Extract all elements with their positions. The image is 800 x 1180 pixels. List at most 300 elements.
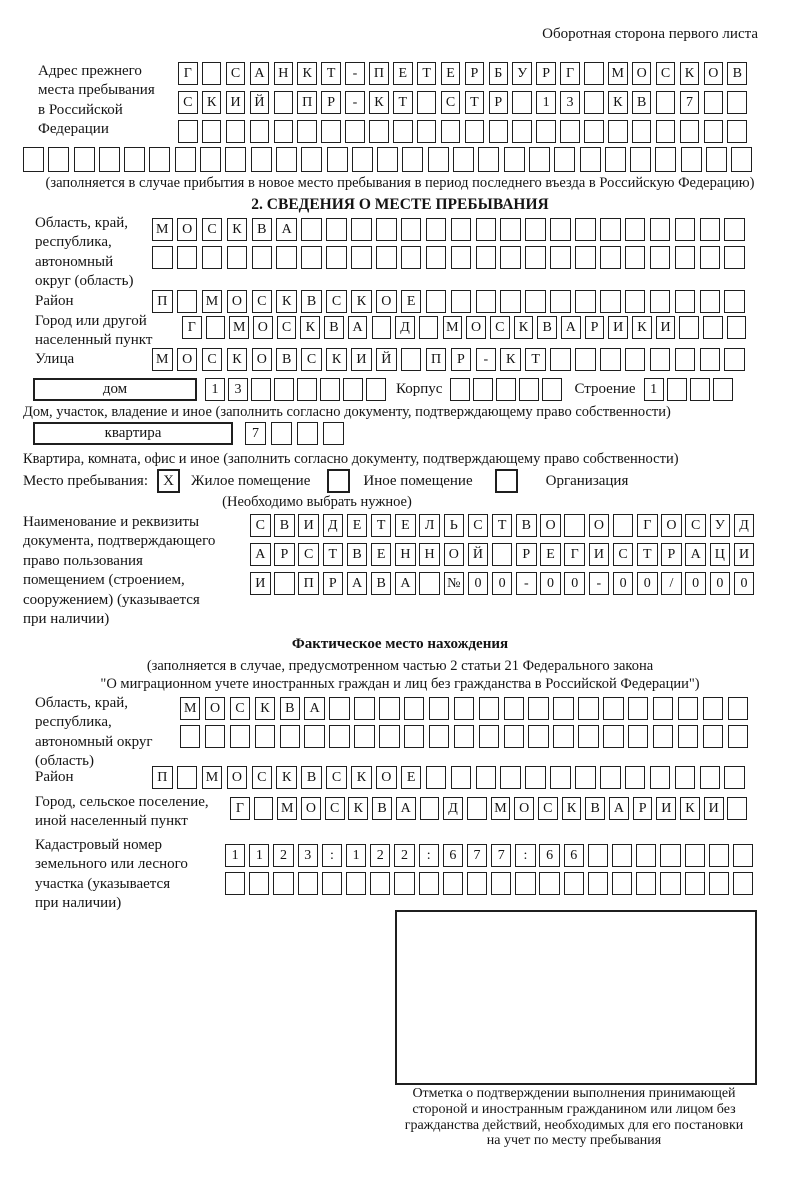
char-box[interactable] bbox=[706, 147, 727, 172]
char-box[interactable]: Ь bbox=[444, 514, 465, 537]
char-box[interactable]: 3 bbox=[228, 378, 248, 401]
char-box[interactable]: 7 bbox=[245, 422, 266, 445]
char-box[interactable]: Р bbox=[585, 316, 605, 339]
char-box[interactable] bbox=[700, 766, 721, 789]
char-box[interactable]: В bbox=[537, 316, 557, 339]
char-box[interactable] bbox=[504, 697, 524, 720]
char-box[interactable]: 0 bbox=[564, 572, 585, 595]
char-box[interactable]: Е bbox=[393, 62, 413, 85]
char-box[interactable]: С bbox=[202, 348, 223, 371]
char-box[interactable]: Е bbox=[395, 514, 416, 537]
char-box[interactable] bbox=[724, 290, 745, 313]
char-box[interactable]: У bbox=[710, 514, 731, 537]
char-box[interactable] bbox=[703, 725, 723, 748]
char-box[interactable] bbox=[680, 120, 700, 143]
char-box[interactable] bbox=[428, 147, 449, 172]
char-box[interactable] bbox=[685, 872, 705, 895]
char-box[interactable]: О bbox=[177, 218, 198, 241]
char-box[interactable] bbox=[419, 872, 439, 895]
char-box[interactable]: А bbox=[347, 572, 368, 595]
char-box[interactable] bbox=[394, 872, 414, 895]
char-box[interactable]: Е bbox=[347, 514, 368, 537]
char-box[interactable]: Т bbox=[393, 91, 413, 114]
char-box[interactable]: 1 bbox=[225, 844, 245, 867]
char-box[interactable] bbox=[500, 218, 521, 241]
char-box[interactable]: 3 bbox=[298, 844, 318, 867]
char-box[interactable] bbox=[178, 120, 198, 143]
char-box[interactable] bbox=[274, 120, 294, 143]
char-box[interactable]: А bbox=[685, 543, 706, 566]
char-box[interactable] bbox=[323, 422, 344, 445]
char-box[interactable]: К bbox=[348, 797, 368, 820]
char-box[interactable]: И bbox=[656, 316, 676, 339]
char-box[interactable] bbox=[656, 91, 676, 114]
char-box[interactable] bbox=[443, 872, 463, 895]
char-box[interactable]: Р bbox=[536, 62, 556, 85]
char-box[interactable] bbox=[625, 348, 646, 371]
char-box[interactable]: О bbox=[253, 316, 273, 339]
char-box[interactable]: В bbox=[280, 697, 300, 720]
char-box[interactable] bbox=[603, 725, 623, 748]
char-box[interactable]: О bbox=[376, 290, 397, 313]
char-box[interactable] bbox=[48, 147, 69, 172]
char-box[interactable]: С bbox=[301, 348, 322, 371]
char-box[interactable] bbox=[588, 844, 608, 867]
char-box[interactable] bbox=[476, 246, 497, 269]
char-box[interactable]: О bbox=[589, 514, 610, 537]
char-box[interactable] bbox=[656, 120, 676, 143]
char-box[interactable] bbox=[625, 766, 646, 789]
char-box[interactable]: В bbox=[301, 766, 322, 789]
char-box[interactable] bbox=[578, 697, 598, 720]
char-box[interactable] bbox=[206, 316, 226, 339]
char-box[interactable]: С bbox=[252, 766, 273, 789]
char-box[interactable]: Г bbox=[560, 62, 580, 85]
char-box[interactable]: 1 bbox=[644, 378, 664, 401]
char-box[interactable] bbox=[274, 91, 294, 114]
char-box[interactable]: 3 bbox=[560, 91, 580, 114]
char-box[interactable]: В bbox=[276, 348, 297, 371]
char-box[interactable] bbox=[603, 697, 623, 720]
char-box[interactable]: Р bbox=[489, 91, 509, 114]
char-box[interactable]: - bbox=[516, 572, 537, 595]
checkbox-other-premises[interactable] bbox=[327, 469, 350, 493]
char-box[interactable] bbox=[454, 697, 474, 720]
char-box[interactable] bbox=[600, 218, 621, 241]
char-box[interactable] bbox=[467, 797, 487, 820]
char-box[interactable]: 1 bbox=[249, 844, 269, 867]
char-box[interactable] bbox=[205, 725, 225, 748]
char-box[interactable] bbox=[479, 725, 499, 748]
char-box[interactable]: К bbox=[300, 316, 320, 339]
char-box[interactable] bbox=[326, 246, 347, 269]
char-box[interactable]: О bbox=[540, 514, 561, 537]
char-box[interactable] bbox=[419, 316, 439, 339]
char-box[interactable] bbox=[690, 378, 710, 401]
char-box[interactable] bbox=[23, 147, 44, 172]
char-box[interactable] bbox=[575, 290, 596, 313]
char-box[interactable] bbox=[628, 697, 648, 720]
char-box[interactable] bbox=[612, 872, 632, 895]
char-box[interactable] bbox=[280, 725, 300, 748]
char-box[interactable] bbox=[298, 872, 318, 895]
char-box[interactable]: Р bbox=[321, 91, 341, 114]
char-box[interactable] bbox=[351, 246, 372, 269]
char-box[interactable] bbox=[379, 725, 399, 748]
char-box[interactable] bbox=[320, 378, 340, 401]
char-box[interactable] bbox=[451, 246, 472, 269]
char-box[interactable] bbox=[376, 218, 397, 241]
char-box[interactable] bbox=[454, 725, 474, 748]
char-box[interactable] bbox=[322, 872, 342, 895]
char-box[interactable]: Л bbox=[419, 514, 440, 537]
char-box[interactable]: К bbox=[608, 91, 628, 114]
char-box[interactable] bbox=[700, 218, 721, 241]
char-box[interactable] bbox=[650, 246, 671, 269]
char-box[interactable]: К bbox=[202, 91, 222, 114]
char-box[interactable] bbox=[226, 120, 246, 143]
char-box[interactable]: П bbox=[297, 91, 317, 114]
char-box[interactable]: - bbox=[476, 348, 497, 371]
char-box[interactable]: А bbox=[250, 62, 270, 85]
char-box[interactable]: Е bbox=[371, 543, 392, 566]
char-box[interactable]: Е bbox=[540, 543, 561, 566]
char-box[interactable] bbox=[630, 147, 651, 172]
char-box[interactable]: 1 bbox=[346, 844, 366, 867]
char-box[interactable]: Г bbox=[178, 62, 198, 85]
char-box[interactable] bbox=[515, 872, 535, 895]
char-box[interactable]: : bbox=[419, 844, 439, 867]
char-box[interactable] bbox=[276, 246, 297, 269]
char-box[interactable] bbox=[703, 697, 723, 720]
char-box[interactable]: С bbox=[326, 290, 347, 313]
char-box[interactable] bbox=[542, 378, 562, 401]
char-box[interactable]: О bbox=[227, 290, 248, 313]
checkbox-residential[interactable]: X bbox=[157, 469, 180, 493]
char-box[interactable] bbox=[177, 290, 198, 313]
char-box[interactable]: С bbox=[250, 514, 271, 537]
char-box[interactable] bbox=[550, 218, 571, 241]
char-box[interactable] bbox=[600, 290, 621, 313]
char-box[interactable]: С bbox=[656, 62, 676, 85]
char-box[interactable] bbox=[451, 766, 472, 789]
char-box[interactable]: 0 bbox=[468, 572, 489, 595]
char-box[interactable] bbox=[560, 120, 580, 143]
char-box[interactable] bbox=[625, 290, 646, 313]
char-box[interactable]: Р bbox=[451, 348, 472, 371]
char-box[interactable]: О bbox=[466, 316, 486, 339]
char-box[interactable] bbox=[653, 697, 673, 720]
char-box[interactable] bbox=[379, 697, 399, 720]
char-box[interactable]: С bbox=[325, 797, 345, 820]
char-box[interactable] bbox=[675, 246, 696, 269]
char-box[interactable] bbox=[149, 147, 170, 172]
char-box[interactable]: К bbox=[351, 766, 372, 789]
char-box[interactable] bbox=[227, 246, 248, 269]
char-box[interactable] bbox=[366, 378, 386, 401]
char-box[interactable] bbox=[660, 872, 680, 895]
char-box[interactable]: Б bbox=[489, 62, 509, 85]
char-box[interactable]: Р bbox=[516, 543, 537, 566]
char-box[interactable]: М bbox=[229, 316, 249, 339]
char-box[interactable]: И bbox=[298, 514, 319, 537]
char-box[interactable]: Р bbox=[465, 62, 485, 85]
char-box[interactable]: А bbox=[304, 697, 324, 720]
char-box[interactable]: 7 bbox=[680, 91, 700, 114]
char-box[interactable]: О bbox=[444, 543, 465, 566]
char-box[interactable]: О bbox=[514, 797, 534, 820]
char-box[interactable] bbox=[376, 246, 397, 269]
char-box[interactable] bbox=[512, 91, 532, 114]
char-box[interactable]: Г bbox=[564, 543, 585, 566]
char-box[interactable] bbox=[345, 120, 365, 143]
char-box[interactable] bbox=[99, 147, 120, 172]
char-box[interactable]: П bbox=[298, 572, 319, 595]
char-box[interactable] bbox=[152, 246, 173, 269]
char-box[interactable] bbox=[401, 348, 422, 371]
char-box[interactable]: С bbox=[685, 514, 706, 537]
char-box[interactable]: И bbox=[608, 316, 628, 339]
char-box[interactable]: В bbox=[301, 290, 322, 313]
char-box[interactable]: 2 bbox=[370, 844, 390, 867]
char-box[interactable]: П bbox=[369, 62, 389, 85]
char-box[interactable] bbox=[451, 290, 472, 313]
char-box[interactable]: Р bbox=[661, 543, 682, 566]
char-box[interactable] bbox=[301, 246, 322, 269]
char-box[interactable] bbox=[354, 697, 374, 720]
char-box[interactable]: 2 bbox=[273, 844, 293, 867]
char-box[interactable]: К bbox=[326, 348, 347, 371]
char-box[interactable]: Т bbox=[323, 543, 344, 566]
char-box[interactable]: К bbox=[276, 290, 297, 313]
char-box[interactable]: 2 bbox=[394, 844, 414, 867]
char-box[interactable] bbox=[225, 872, 245, 895]
char-box[interactable]: К bbox=[500, 348, 521, 371]
char-box[interactable]: М bbox=[443, 316, 463, 339]
house-field-box[interactable]: дом bbox=[33, 378, 197, 401]
char-box[interactable] bbox=[550, 348, 571, 371]
char-box[interactable] bbox=[417, 91, 437, 114]
char-box[interactable] bbox=[681, 147, 702, 172]
char-box[interactable] bbox=[351, 218, 372, 241]
char-box[interactable] bbox=[500, 246, 521, 269]
char-box[interactable]: Й bbox=[468, 543, 489, 566]
char-box[interactable]: С bbox=[538, 797, 558, 820]
char-box[interactable] bbox=[180, 725, 200, 748]
char-box[interactable] bbox=[500, 290, 521, 313]
char-box[interactable]: В bbox=[252, 218, 273, 241]
char-box[interactable]: - bbox=[345, 62, 365, 85]
char-box[interactable]: К bbox=[297, 62, 317, 85]
char-box[interactable]: О bbox=[252, 348, 273, 371]
char-box[interactable]: Е bbox=[441, 62, 461, 85]
char-box[interactable]: С bbox=[490, 316, 510, 339]
char-box[interactable]: К bbox=[562, 797, 582, 820]
char-box[interactable] bbox=[539, 872, 559, 895]
char-box[interactable]: И bbox=[656, 797, 676, 820]
char-box[interactable] bbox=[613, 514, 634, 537]
char-box[interactable] bbox=[675, 290, 696, 313]
char-box[interactable] bbox=[554, 147, 575, 172]
char-box[interactable]: В bbox=[585, 797, 605, 820]
char-box[interactable]: В bbox=[274, 514, 295, 537]
char-box[interactable] bbox=[650, 766, 671, 789]
char-box[interactable] bbox=[550, 246, 571, 269]
char-box[interactable] bbox=[584, 62, 604, 85]
char-box[interactable] bbox=[675, 766, 696, 789]
char-box[interactable]: О bbox=[632, 62, 652, 85]
char-box[interactable] bbox=[636, 844, 656, 867]
char-box[interactable]: Т bbox=[465, 91, 485, 114]
char-box[interactable] bbox=[605, 147, 626, 172]
char-box[interactable]: № bbox=[444, 572, 465, 595]
char-box[interactable]: 6 bbox=[539, 844, 559, 867]
char-box[interactable]: - bbox=[589, 572, 610, 595]
char-box[interactable] bbox=[343, 378, 363, 401]
char-box[interactable] bbox=[580, 147, 601, 172]
char-box[interactable]: К bbox=[351, 290, 372, 313]
char-box[interactable]: С bbox=[441, 91, 461, 114]
char-box[interactable]: - bbox=[345, 91, 365, 114]
char-box[interactable] bbox=[476, 766, 497, 789]
char-box[interactable]: Р bbox=[274, 543, 295, 566]
char-box[interactable] bbox=[504, 725, 524, 748]
char-box[interactable] bbox=[327, 147, 348, 172]
char-box[interactable] bbox=[429, 697, 449, 720]
char-box[interactable] bbox=[564, 514, 585, 537]
char-box[interactable] bbox=[727, 120, 747, 143]
char-box[interactable] bbox=[675, 218, 696, 241]
char-box[interactable]: 7 bbox=[491, 844, 511, 867]
char-box[interactable] bbox=[177, 246, 198, 269]
char-box[interactable] bbox=[441, 120, 461, 143]
char-box[interactable]: В bbox=[516, 514, 537, 537]
char-box[interactable] bbox=[679, 316, 699, 339]
char-box[interactable] bbox=[700, 290, 721, 313]
char-box[interactable] bbox=[476, 218, 497, 241]
char-box[interactable]: Д bbox=[734, 514, 755, 537]
char-box[interactable]: 6 bbox=[443, 844, 463, 867]
char-box[interactable]: : bbox=[322, 844, 342, 867]
char-box[interactable] bbox=[177, 766, 198, 789]
char-box[interactable] bbox=[124, 147, 145, 172]
char-box[interactable] bbox=[525, 290, 546, 313]
char-box[interactable]: И bbox=[351, 348, 372, 371]
char-box[interactable]: К bbox=[514, 316, 534, 339]
char-box[interactable] bbox=[700, 348, 721, 371]
char-box[interactable] bbox=[420, 797, 440, 820]
char-box[interactable] bbox=[249, 872, 269, 895]
char-box[interactable] bbox=[251, 147, 272, 172]
char-box[interactable] bbox=[724, 246, 745, 269]
char-box[interactable] bbox=[512, 120, 532, 143]
char-box[interactable] bbox=[326, 218, 347, 241]
char-box[interactable] bbox=[273, 872, 293, 895]
char-box[interactable]: О bbox=[704, 62, 724, 85]
char-box[interactable]: В bbox=[371, 572, 392, 595]
char-box[interactable]: С bbox=[178, 91, 198, 114]
char-box[interactable] bbox=[200, 147, 221, 172]
char-box[interactable] bbox=[667, 378, 687, 401]
char-box[interactable]: А bbox=[276, 218, 297, 241]
char-box[interactable]: 0 bbox=[540, 572, 561, 595]
char-box[interactable] bbox=[297, 120, 317, 143]
char-box[interactable] bbox=[600, 246, 621, 269]
char-box[interactable]: Т bbox=[321, 62, 341, 85]
char-box[interactable] bbox=[251, 378, 271, 401]
char-box[interactable]: Й bbox=[250, 91, 270, 114]
char-box[interactable] bbox=[704, 91, 724, 114]
char-box[interactable] bbox=[377, 147, 398, 172]
char-box[interactable] bbox=[600, 766, 621, 789]
char-box[interactable]: Д bbox=[323, 514, 344, 537]
char-box[interactable]: С bbox=[277, 316, 297, 339]
char-box[interactable] bbox=[354, 725, 374, 748]
char-box[interactable]: 0 bbox=[710, 572, 731, 595]
char-box[interactable] bbox=[728, 697, 748, 720]
char-box[interactable]: А bbox=[396, 797, 416, 820]
char-box[interactable] bbox=[426, 290, 447, 313]
char-box[interactable] bbox=[492, 543, 513, 566]
char-box[interactable] bbox=[467, 872, 487, 895]
char-box[interactable]: Т bbox=[525, 348, 546, 371]
char-box[interactable]: И bbox=[226, 91, 246, 114]
char-box[interactable]: М bbox=[608, 62, 628, 85]
char-box[interactable] bbox=[528, 725, 548, 748]
char-box[interactable]: 0 bbox=[492, 572, 513, 595]
char-box[interactable] bbox=[727, 316, 747, 339]
char-box[interactable]: В bbox=[727, 62, 747, 85]
char-box[interactable] bbox=[709, 844, 729, 867]
char-box[interactable]: И bbox=[250, 572, 271, 595]
char-box[interactable]: 7 bbox=[467, 844, 487, 867]
char-box[interactable] bbox=[274, 572, 295, 595]
char-box[interactable] bbox=[202, 62, 222, 85]
char-box[interactable]: С bbox=[326, 766, 347, 789]
char-box[interactable]: Т bbox=[371, 514, 392, 537]
char-box[interactable]: С bbox=[230, 697, 250, 720]
char-box[interactable] bbox=[584, 91, 604, 114]
char-box[interactable] bbox=[525, 766, 546, 789]
char-box[interactable]: П bbox=[152, 766, 173, 789]
char-box[interactable]: А bbox=[561, 316, 581, 339]
char-box[interactable]: М bbox=[180, 697, 200, 720]
char-box[interactable]: 0 bbox=[685, 572, 706, 595]
char-box[interactable]: М bbox=[277, 797, 297, 820]
char-box[interactable] bbox=[553, 725, 573, 748]
char-box[interactable] bbox=[465, 120, 485, 143]
char-box[interactable] bbox=[271, 422, 292, 445]
char-box[interactable] bbox=[225, 147, 246, 172]
char-box[interactable] bbox=[564, 872, 584, 895]
char-box[interactable]: 0 bbox=[637, 572, 658, 595]
char-box[interactable]: П bbox=[152, 290, 173, 313]
char-box[interactable] bbox=[709, 872, 729, 895]
char-box[interactable]: 6 bbox=[564, 844, 584, 867]
char-box[interactable]: А bbox=[348, 316, 368, 339]
char-box[interactable] bbox=[703, 316, 723, 339]
char-box[interactable]: М bbox=[152, 218, 173, 241]
char-box[interactable]: А bbox=[250, 543, 271, 566]
char-box[interactable] bbox=[451, 218, 472, 241]
char-box[interactable] bbox=[733, 872, 753, 895]
char-box[interactable] bbox=[650, 348, 671, 371]
char-box[interactable] bbox=[372, 316, 392, 339]
char-box[interactable] bbox=[500, 766, 521, 789]
char-box[interactable] bbox=[426, 218, 447, 241]
char-box[interactable]: В bbox=[372, 797, 392, 820]
char-box[interactable] bbox=[678, 697, 698, 720]
